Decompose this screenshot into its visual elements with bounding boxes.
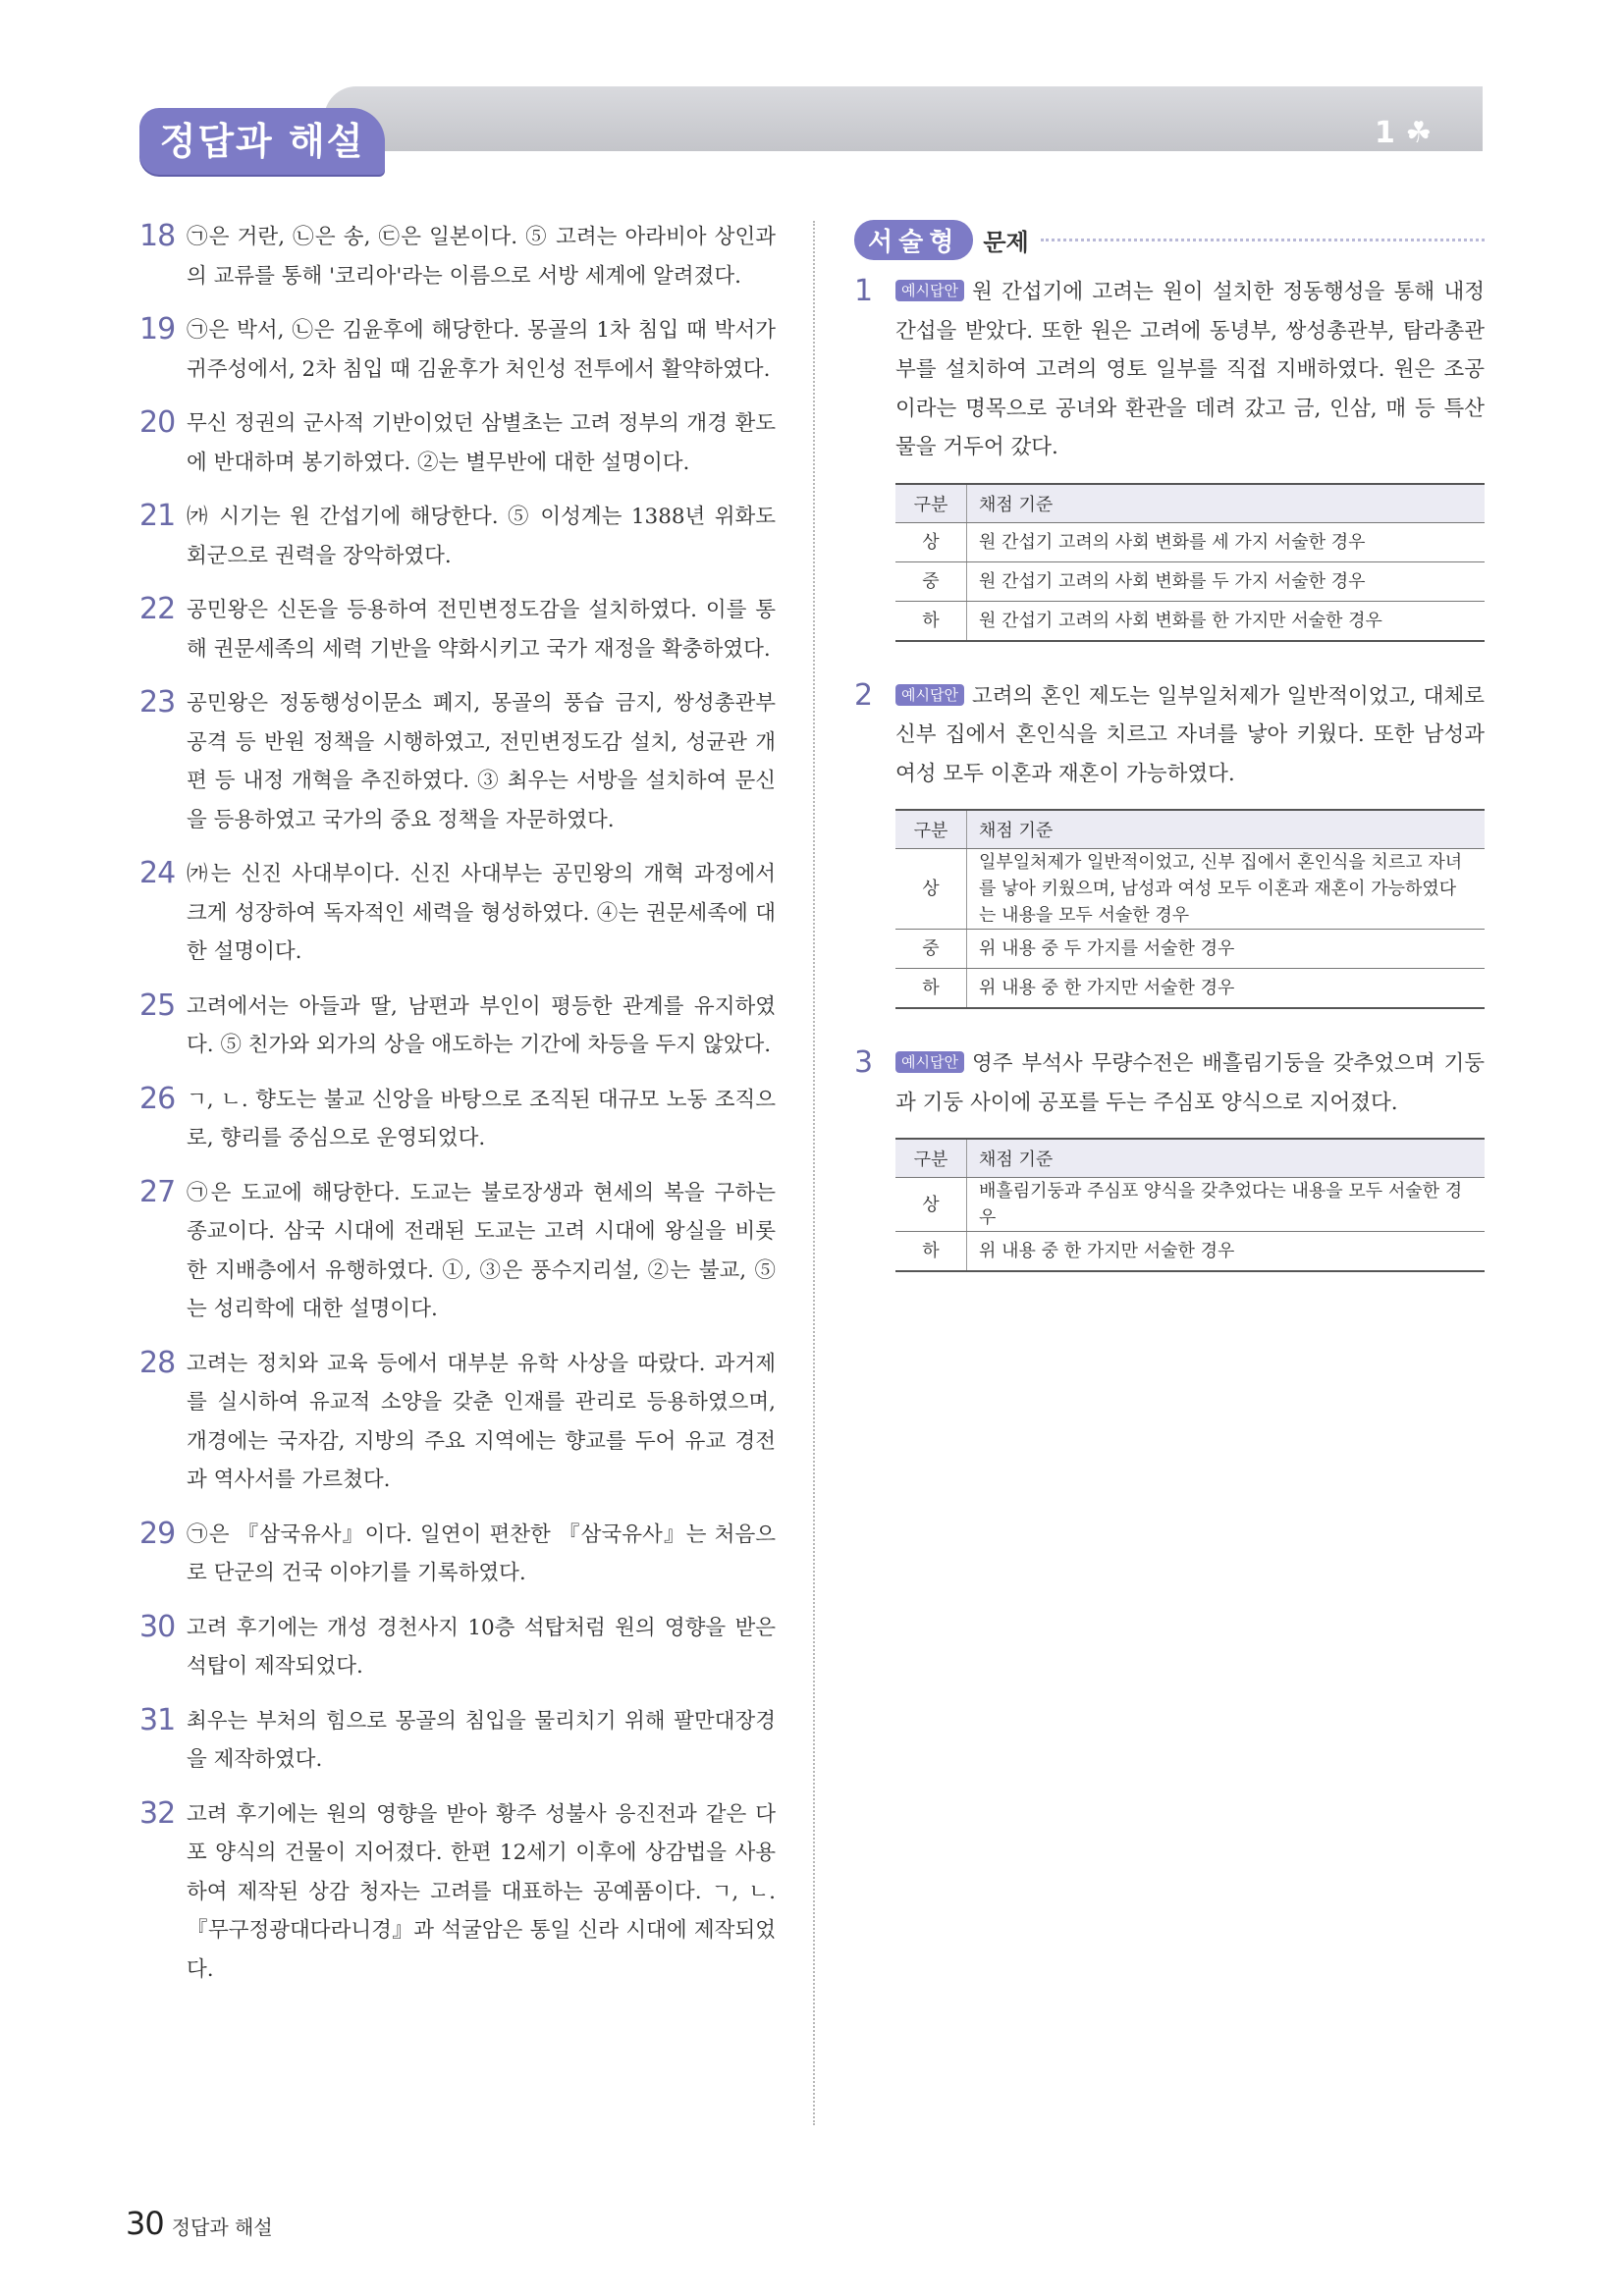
- answer-text: ㉠은 『삼국유사』이다. 일연이 편찬한 『삼국유사』는 처음으로 단군의 건국 이야기를 기록하였다.: [187, 1522, 776, 1585]
- answer-text: ㉠은 도교에 해당한다. 도교는 불로장생과 현세의 복을 구하는 종교이다. 삼국 시대에 전래된 도교는 고려 시대에 왕실을 비롯한 지배층에서 유행하였다. ①, ③은 풍수지리설, ②는 불교, ⑤는 성리학에 대한 설명이다.: [187, 1180, 776, 1321]
- answer-item: [139, 1702, 776, 1780]
- answer-number: 23: [139, 685, 176, 720]
- answer-number: 30: [139, 1609, 176, 1644]
- answer-text: 공민왕은 정동행성이문소 폐지, 몽골의 풍습 금지, 쌍성총관부 공격 등 반원 정책을 시행하였고, 전민변정도감 설치, 성균관 개편 등 내정 개혁을 추진하였다. ③ 최우는 서방을 설치하여 문신을 등용하였고 국가의 중요 정책을 자문하였다.: [187, 691, 776, 832]
- column-divider: [813, 221, 815, 2125]
- answer-number: 32: [139, 1795, 176, 1831]
- grade-cell: 중: [895, 561, 967, 601]
- answer-text: 공민왕은 신돈을 등용하여 전민변정도감을 설치하였다. 이를 통해 권문세족의 세력 기반을 약화시키고 국가 재정을 확충하였다.: [187, 598, 776, 662]
- grading-row: [895, 522, 1485, 561]
- grading-table: [895, 1138, 1485, 1272]
- answer-number: 28: [139, 1345, 176, 1380]
- answer-number: 24: [139, 856, 176, 890]
- header-grade: 구분: [895, 1139, 967, 1178]
- grading-row: [895, 930, 1485, 969]
- grading-row: [895, 849, 1485, 930]
- answer-item: [139, 1174, 776, 1329]
- answer-text: 무신 정권의 군사적 기반이었던 삼별초는 고려 정부의 개경 환도에 반대하며 봉기하였다. ②는 별무반에 대한 설명이다.: [187, 411, 776, 475]
- answer-text: ㉠은 박서, ㉡은 김윤후에 해당한다. 몽골의 1차 침입 때 박서가 귀주성에서, 2차 침입 때 김윤후가 처인성 전투에서 활약하였다.: [187, 318, 776, 382]
- criteria-cell: 원 간섭기 고려의 사회 변화를 세 가지 서술한 경우: [967, 522, 1486, 561]
- answer-text: 최우는 부처의 힘으로 몽골의 침입을 물리치기 위해 팔만대장경을 제작하였다.: [187, 1708, 776, 1772]
- answer-item: [139, 1795, 776, 1990]
- answer-item: [139, 1516, 776, 1593]
- section-header: [854, 218, 1485, 261]
- header-title: 정답과 해설: [139, 108, 385, 175]
- example-answer-tag: 예시답안: [895, 1051, 964, 1073]
- answer-item: [139, 498, 776, 575]
- grade-cell: 상: [895, 522, 967, 561]
- essay-question: [854, 1044, 1485, 1122]
- example-answer-text: 원 간섭기에 고려는 원이 설치한 정동행성을 통해 내정 간섭을 받았다. 또한 원은 고려에 동녕부, 쌍성총관부, 탐라총관부를 설치하여 고려의 영토 일부를 직접 지배하였다. 원은 조공이라는 명목으로 공녀와 환관을 데려 갔고 금, 인삼, 매 등 특산물을 거두어 갔다.: [895, 280, 1485, 459]
- grading-row: [895, 561, 1485, 601]
- answer-item: [139, 311, 776, 389]
- answer-item: [139, 684, 776, 839]
- criteria-cell: 위 내용 중 한 가지만 서술한 경우: [967, 969, 1486, 1009]
- grading-table: [895, 809, 1485, 1009]
- answer-item: [139, 1081, 776, 1158]
- answer-item: [139, 855, 776, 972]
- question-number: 3: [854, 1045, 873, 1080]
- criteria-cell: 일부일처제가 일반적이었고, 신부 집에서 혼인식을 치르고 자녀를 낳아 키웠으며, 남성과 여성 모두 이혼과 재혼이 가능하였다는 내용을 모두 서술한 경우: [967, 849, 1486, 930]
- question-number: 2: [854, 677, 873, 713]
- grading-table: [895, 483, 1485, 642]
- answer-number: 29: [139, 1516, 176, 1551]
- answer-item: [139, 591, 776, 668]
- header-criteria: 채점 기준: [967, 484, 1486, 523]
- example-answer-text: 고려의 혼인 제도는 일부일처제가 일반적이었고, 대체로 신부 집에서 혼인식을 치르고 자녀를 낳아 키웠다. 또한 남성과 여성 모두 이혼과 재혼이 가능하였다.: [895, 683, 1485, 786]
- criteria-cell: 위 내용 중 한 가지만 서술한 경우: [967, 1232, 1486, 1272]
- answer-item: [139, 988, 776, 1065]
- essay-questions: [854, 273, 1485, 1272]
- answer-number: 21: [139, 499, 176, 533]
- footer-label: 정답과 해설: [171, 2216, 273, 2239]
- header-bar: [324, 86, 1483, 151]
- criteria-cell: 원 간섭기 고려의 사회 변화를 두 가지 서술한 경우: [967, 561, 1486, 601]
- footer: [126, 2205, 273, 2242]
- answer-body: [895, 1044, 1485, 1122]
- grading-row: [895, 1178, 1485, 1232]
- section-title: 문제: [983, 228, 1029, 256]
- answer-text: 고려 후기에는 원의 영향을 받아 황주 성불사 응진전과 같은 다포 양식의 건물이 지어졌다. 한편 12세기 이후에 상감법을 사용하여 제작된 상감 청자는 고려를 대표하는 공예품이다. ㄱ, ㄴ. 『무구정광대다라니경』과 석굴암은 통일 신라 시대에 제작되었다.: [187, 1801, 776, 1982]
- answer-number: 27: [139, 1174, 176, 1209]
- header-deco: 1 ☘: [1375, 116, 1433, 150]
- answer-text: 고려는 정치와 교육 등에서 대부분 유학 사상을 따랐다. 과거제를 실시하여 유교적 소양을 갖춘 인재를 관리로 등용하였으며, 개경에는 국자감, 지방의 주요 지역에는 향교를 두어 유교 경전과 역사서를 가르쳤다.: [187, 1351, 776, 1492]
- answer-body: [895, 677, 1485, 794]
- header-criteria: 채점 기준: [967, 1139, 1486, 1178]
- answer-item: [139, 1345, 776, 1500]
- answer-text: ㄱ, ㄴ. 향도는 불교 신앙을 바탕으로 조직된 대규모 노동 조직으로, 향리를 중심으로 운영되었다.: [187, 1087, 776, 1150]
- answer-item: [139, 404, 776, 482]
- example-answer-tag: 예시답안: [895, 280, 964, 301]
- grading-row: [895, 969, 1485, 1009]
- answer-number: 19: [139, 312, 176, 347]
- answer-text: 고려에서는 아들과 딸, 남편과 부인이 평등한 관계를 유지하였다. ⑤ 친가와 외가의 상을 애도하는 기간에 차등을 두지 않았다.: [187, 993, 776, 1057]
- grading-header-row: [895, 484, 1485, 523]
- criteria-cell: 배흘림기둥과 주심포 양식을 갖추었다는 내용을 모두 서술한 경우: [967, 1178, 1486, 1232]
- answer-number: 31: [139, 1702, 176, 1737]
- answer-number: 22: [139, 592, 176, 626]
- right-column: [854, 218, 1485, 1308]
- question-number: 1: [854, 274, 873, 308]
- header-grade: 구분: [895, 484, 967, 523]
- example-answer-text: 영주 부석사 무량수전은 배흘림기둥을 갖추었으며 기둥과 기둥 사이에 공포를 두는 주심포 양식으로 지어졌다.: [895, 1051, 1485, 1115]
- page-number: 30: [126, 2205, 164, 2242]
- answer-text: ㈎ 시기는 원 간섭기에 해당한다. ⑤ 이성계는 1388년 위화도 회군으로 권력을 장악하였다.: [187, 505, 776, 568]
- essay-question: [854, 677, 1485, 794]
- answer-body: [895, 273, 1485, 467]
- header-criteria: 채점 기준: [967, 810, 1486, 849]
- grade-cell: 하: [895, 601, 967, 641]
- answer-number: 20: [139, 405, 176, 440]
- example-answer-tag: 예시답안: [895, 684, 964, 706]
- grade-cell: 하: [895, 1232, 967, 1272]
- answer-item: [139, 218, 776, 295]
- answer-text: ㉠은 거란, ㉡은 송, ㉢은 일본이다. ⑤ 고려는 아라비아 상인과의 교류를 통해 '코리아'라는 이름으로 서방 세계에 알려졌다.: [187, 225, 776, 289]
- answer-item: [139, 1609, 776, 1686]
- grading-header-row: [895, 1139, 1485, 1178]
- criteria-cell: 원 간섭기 고려의 사회 변화를 한 가지만 서술한 경우: [967, 601, 1486, 641]
- section-pill: 서술형: [854, 220, 973, 260]
- grade-cell: 중: [895, 930, 967, 969]
- left-column: [139, 218, 776, 2004]
- grade-cell: 상: [895, 849, 967, 930]
- header-grade: 구분: [895, 810, 967, 849]
- section-dots: [1041, 239, 1485, 241]
- grade-cell: 상: [895, 1178, 967, 1232]
- grading-row: [895, 601, 1485, 641]
- answer-text: 고려 후기에는 개성 경천사지 10층 석탑처럼 원의 영향을 받은 석탑이 제작되었다.: [187, 1615, 776, 1679]
- essay-question: [854, 273, 1485, 467]
- answer-text: ㈎는 신진 사대부이다. 신진 사대부는 공민왕의 개혁 과정에서 크게 성장하여 독자적인 세력을 형성하였다. ④는 권문세족에 대한 설명이다.: [187, 862, 776, 964]
- grading-header-row: [895, 810, 1485, 849]
- answer-number: 26: [139, 1081, 176, 1116]
- grading-row: [895, 1232, 1485, 1272]
- criteria-cell: 위 내용 중 두 가지를 서술한 경우: [967, 930, 1486, 969]
- answer-number: 18: [139, 219, 176, 253]
- answer-number: 25: [139, 988, 176, 1023]
- grade-cell: 하: [895, 969, 967, 1009]
